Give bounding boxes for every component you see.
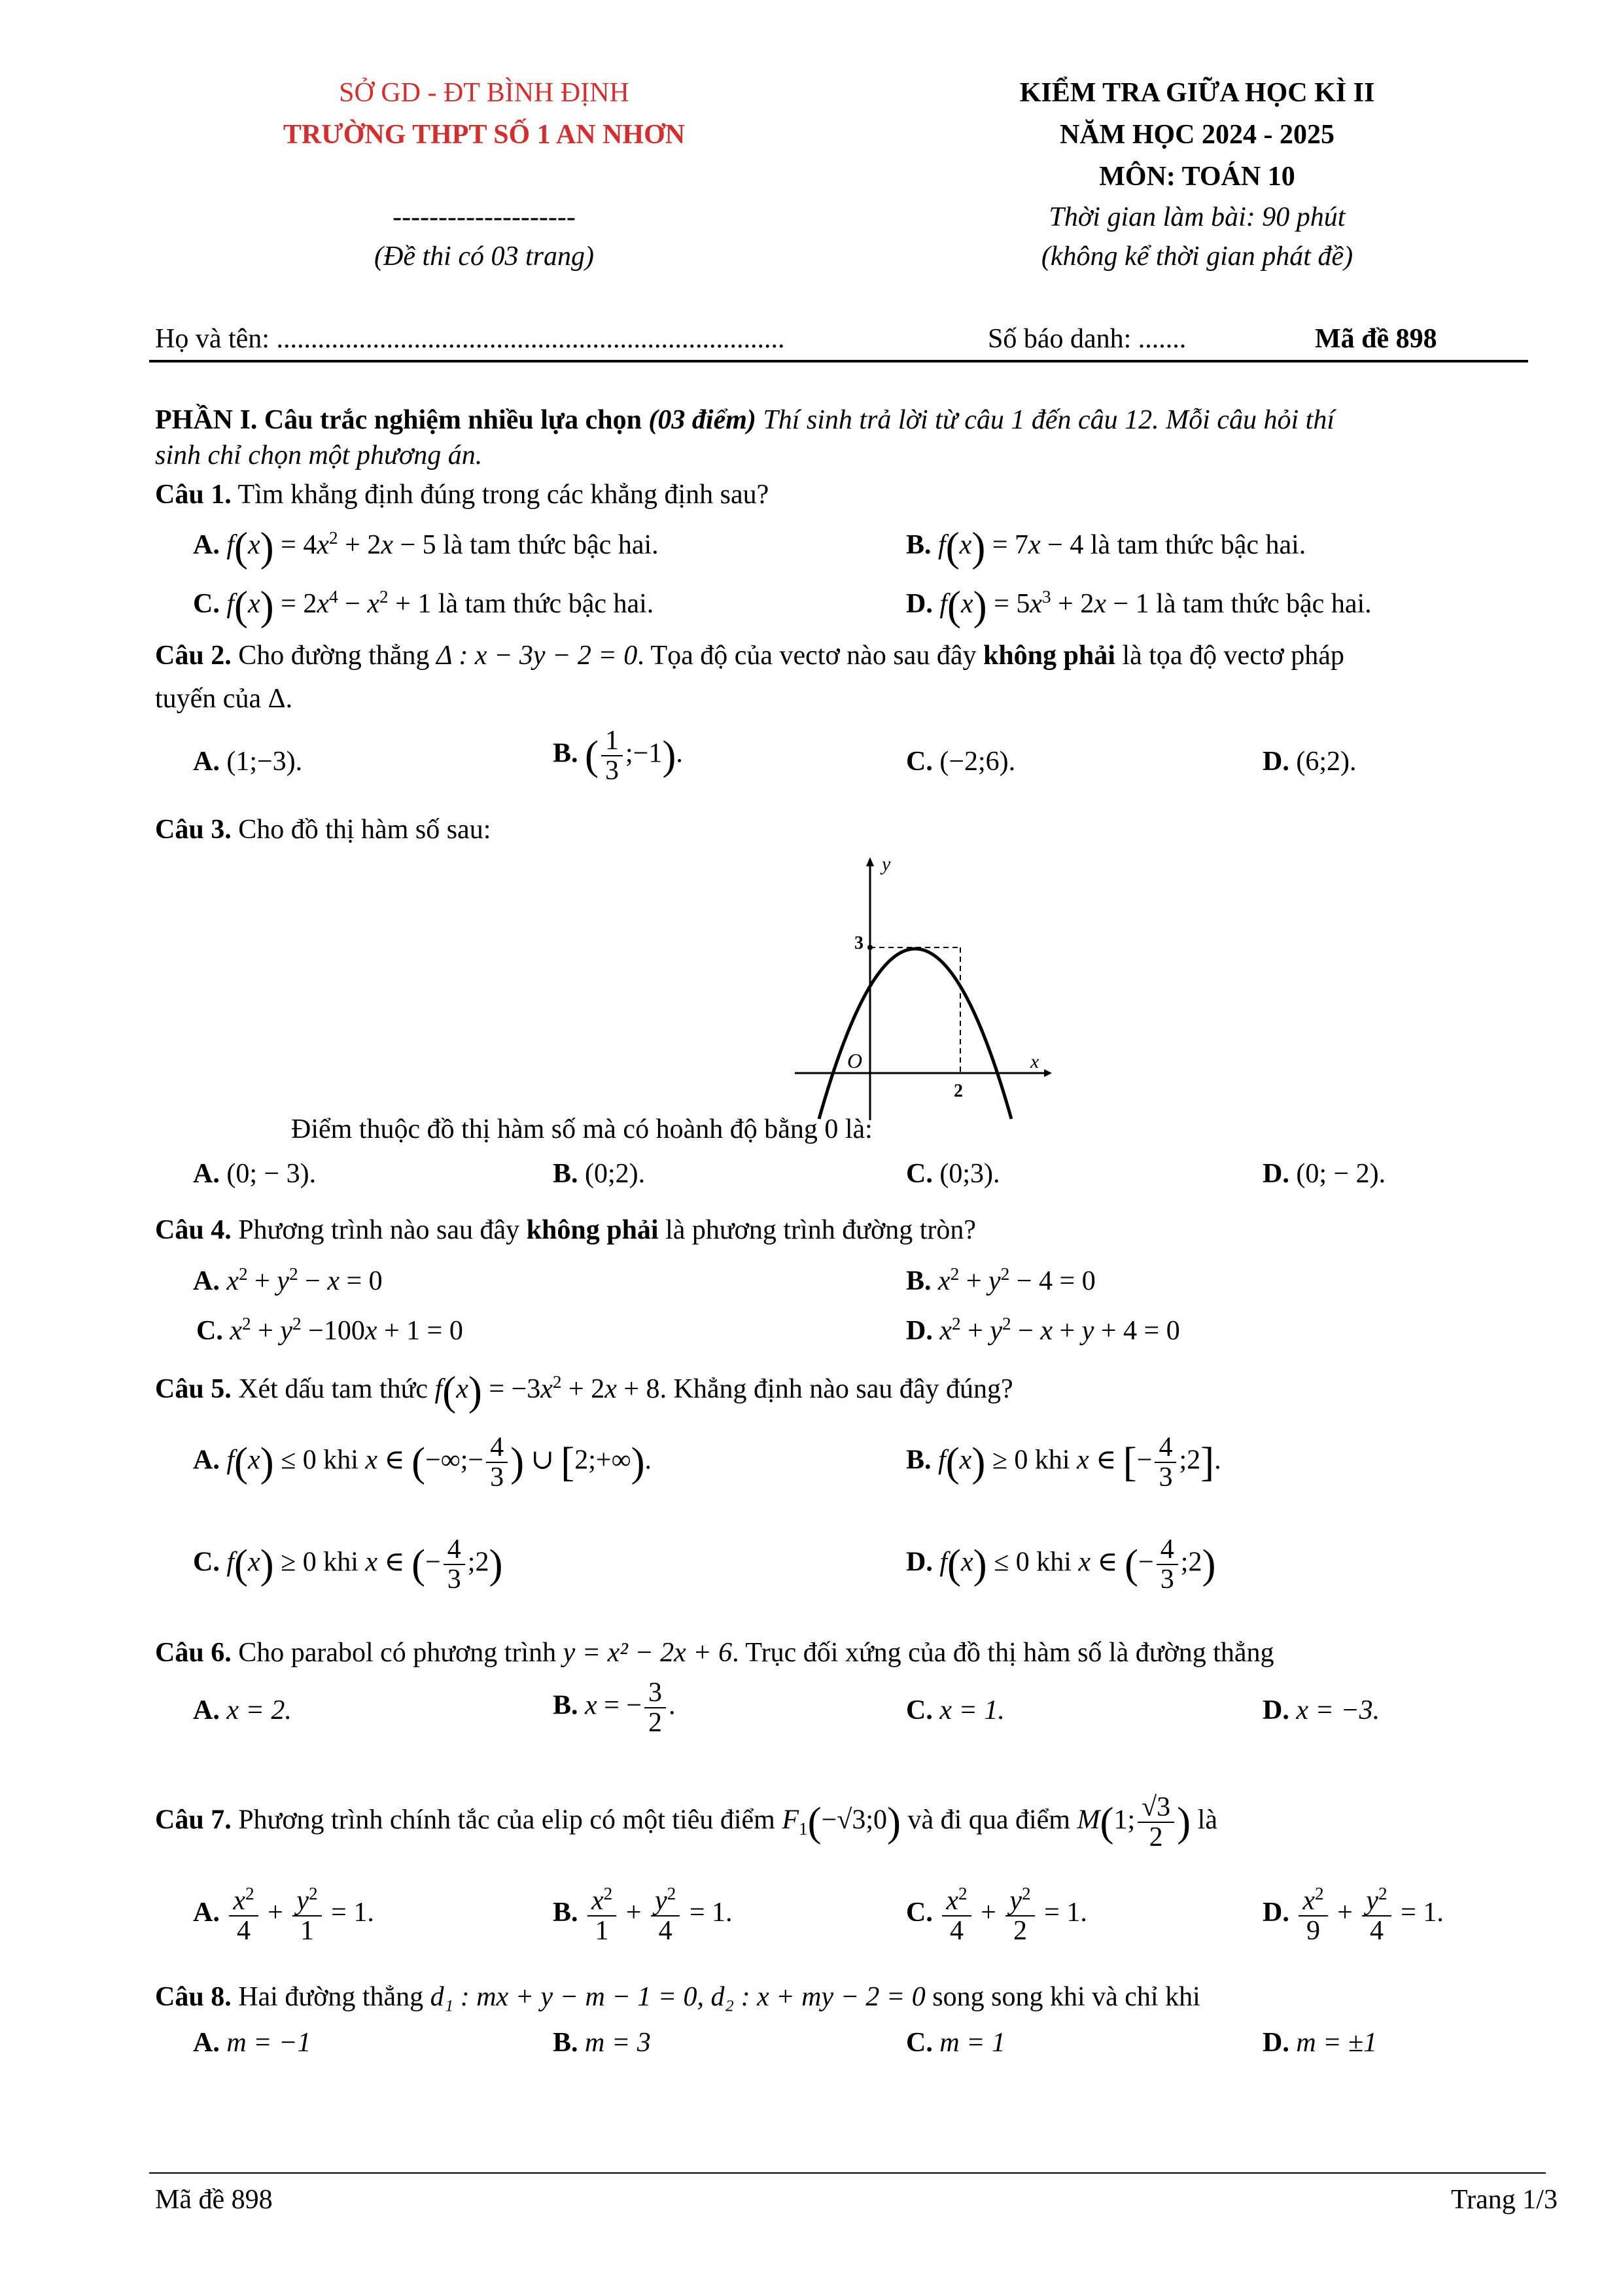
- page-number: Trang 1/3: [1451, 2185, 1558, 2215]
- q3-option-c[interactable]: C. (0;3).: [906, 1159, 1000, 1189]
- q1-option-a[interactable]: A. $f(x) = 4x^2 + 2x - 5$ là tam thức bậc hai.: [193, 524, 659, 570]
- origin-label: O: [847, 1049, 863, 1072]
- q5-option-d[interactable]: D. f(x) ≤ 0 khi x ∈ (− $\frac{4}{3}$ ;2): [906, 1534, 1216, 1595]
- question-1: Câu 1. Tìm khẳng định đúng trong các khẳng định sau?: [155, 480, 769, 510]
- time-note: (không kể thời gian phát đề): [1041, 241, 1353, 272]
- name-field: Họ và tên: ..........................................................................: [155, 324, 785, 354]
- q5-option-b[interactable]: B. f(x) ≥ 0 khi x ∈ [− $\frac{4}{3}$ ;2].: [906, 1432, 1221, 1493]
- student-id-field: Số báo danh: .......: [988, 324, 1187, 354]
- part1-instruction: sinh chỉ chọn một phương án.: [155, 440, 483, 470]
- header-divider: [149, 360, 1528, 362]
- footer-divider: [149, 2172, 1546, 2174]
- parabola-curve: [819, 949, 1011, 1119]
- exam-title: KIỂM TRA GIỮA HỌC KÌ II: [1019, 78, 1375, 108]
- q6-option-c[interactable]: C. x = 1.: [906, 1695, 1005, 1725]
- q7-option-c[interactable]: C. $\frac{x^2}{4}$ + $\frac{y^2}{2}$ = 1.: [906, 1884, 1087, 1947]
- q6-option-b[interactable]: B. x = − $\frac{3}{2}$ .: [553, 1678, 676, 1739]
- q7-option-b[interactable]: B. $\frac{x^2}{1}$ + $\frac{y^2}{4}$ = 1.: [553, 1884, 733, 1947]
- q3-prompt: Điểm thuộc đồ thị hàm số mà có hoành độ bằng 0 là:: [291, 1114, 873, 1144]
- question-6: Câu 6. Cho parabol có phương trình y = x² − 2x + 6. Trục đối xứng của đồ thị hàm số là đường thẳng: [155, 1638, 1274, 1668]
- school-year: NĂM HỌC 2024 - 2025: [1060, 120, 1335, 150]
- q4-option-b[interactable]: B. $x^2 + y^2 - 4 = 0$: [906, 1264, 1096, 1296]
- q1-option-b[interactable]: B. f(x) = 7x − 4 là tam thức bậc hai.: [906, 524, 1306, 570]
- question-3: Câu 3. Cho đồ thị hàm số sau:: [155, 815, 491, 845]
- q5-option-c[interactable]: C. f(x) ≥ 0 khi x ∈ (− $\frac{4}{3}$ ;2): [193, 1534, 503, 1595]
- q1-option-c[interactable]: C. $f(x) = 2x^4 - x^2 + 1$ là tam thức bậc hai.: [193, 583, 654, 629]
- exam-time: Thời gian làm bài: 90 phút: [1049, 202, 1346, 232]
- q2-option-d[interactable]: D. (6;2).: [1263, 747, 1357, 777]
- q2-option-b[interactable]: B. ( $\frac{1}{3}$ ;−1).: [553, 726, 683, 786]
- part1-heading: PHẦN I. Câu trắc nghiệm nhiều lựa chọn (03 điểm) Thí sinh trả lời từ câu 1 đến câu 12. Mỗi câu hỏi thí: [155, 405, 1335, 435]
- question-5: Câu 5. Xét dấu tam thức $f(x) = -3x^2 + 2x + 8$. Khẳng định nào sau đây đúng?: [155, 1368, 1013, 1414]
- q3-option-a[interactable]: A. (0; − 3).: [193, 1159, 317, 1189]
- parabola-graph: [785, 851, 1060, 1125]
- q4-option-c[interactable]: C. $x^2 + y^2 -100x + 1 = 0$: [196, 1314, 463, 1346]
- footer-code: Mã đề 898: [155, 2185, 273, 2215]
- question-8: Câu 8. Hai đường thẳng d₁ : mx + y − m − 1 = 0, d₂ : x + my − 2 = 0 song song khi và chỉ khi: [155, 1982, 1200, 2012]
- q6-option-d[interactable]: D. x = −3.: [1263, 1695, 1380, 1725]
- q5-option-a[interactable]: A. f(x) ≤ 0 khi x ∈ (−∞;− $\frac{4}{3}$ ) ∪ [2;+∞).: [193, 1432, 652, 1493]
- exam-code: Mã đề 898: [1315, 324, 1437, 354]
- q7-option-d[interactable]: D. $\frac{x^2}{9}$ + $\frac{y^2}{4}$ = 1.: [1263, 1884, 1444, 1947]
- q4-option-a[interactable]: A. $x^2 + y^2 - x = 0$: [193, 1264, 383, 1296]
- header-dashes: --------------------: [393, 202, 576, 232]
- q8-option-d[interactable]: D. m = ±1: [1263, 2028, 1378, 2058]
- question-2: Câu 2. Cho đường thẳng Δ : x − 3y − 2 = 0. Tọa độ của vectơ nào sau đây không phải là tọa độ vectơ pháp: [155, 641, 1344, 671]
- dept-name: SỞ GD - ĐT BÌNH ĐỊNH: [339, 78, 629, 108]
- question-4: Câu 4. Phương trình nào sau đây không phải là phương trình đường tròn?: [155, 1215, 976, 1245]
- subject: MÔN: TOÁN 10: [1099, 162, 1295, 192]
- x-axis-arrow: [1044, 1069, 1052, 1077]
- q4-option-d[interactable]: D. $x^2 + y^2 - x + y + 4 = 0$: [906, 1314, 1180, 1346]
- x-axis-label: x: [1030, 1051, 1039, 1072]
- q7-option-a[interactable]: A. $\frac{x^2}{4}$ + $\frac{y^2}{1}$ = 1.: [193, 1884, 374, 1947]
- q8-option-b[interactable]: B. m = 3: [553, 2028, 651, 2058]
- q3-option-d[interactable]: D. (0; − 2).: [1263, 1159, 1386, 1189]
- pages-note: (Đề thi có 03 trang): [374, 241, 594, 272]
- intercept-point: [867, 945, 873, 950]
- y-axis-arrow: [866, 857, 874, 866]
- y-tick-label: 3: [854, 933, 864, 953]
- q8-option-c[interactable]: C. m = 1: [906, 2028, 1006, 2058]
- x-tick-label: 2: [954, 1081, 963, 1101]
- question-2-cont: tuyến của Δ.: [155, 684, 293, 714]
- q2-option-c[interactable]: C. (−2;6).: [906, 747, 1016, 777]
- q1-option-d[interactable]: D. $f(x) = 5x^3 + 2x - 1$ là tam thức bậc hai.: [906, 583, 1372, 629]
- y-axis-label: y: [882, 853, 891, 875]
- q2-option-a[interactable]: A. (1;−3).: [193, 747, 303, 777]
- q3-option-b[interactable]: B. (0;2).: [553, 1159, 646, 1189]
- school-name: TRƯỜNG THPT SỐ 1 AN NHƠN: [283, 120, 686, 150]
- q6-option-a[interactable]: A. x = 2.: [193, 1695, 292, 1725]
- q8-option-a[interactable]: A. m = −1: [193, 2028, 311, 2058]
- question-7: Câu 7. Phương trình chính tắc của elip có một tiêu điểm $F_1(-√3;0)$ và đi qua điểm M(1; $\frac{√3}{2}$ ) là: [155, 1792, 1217, 1853]
